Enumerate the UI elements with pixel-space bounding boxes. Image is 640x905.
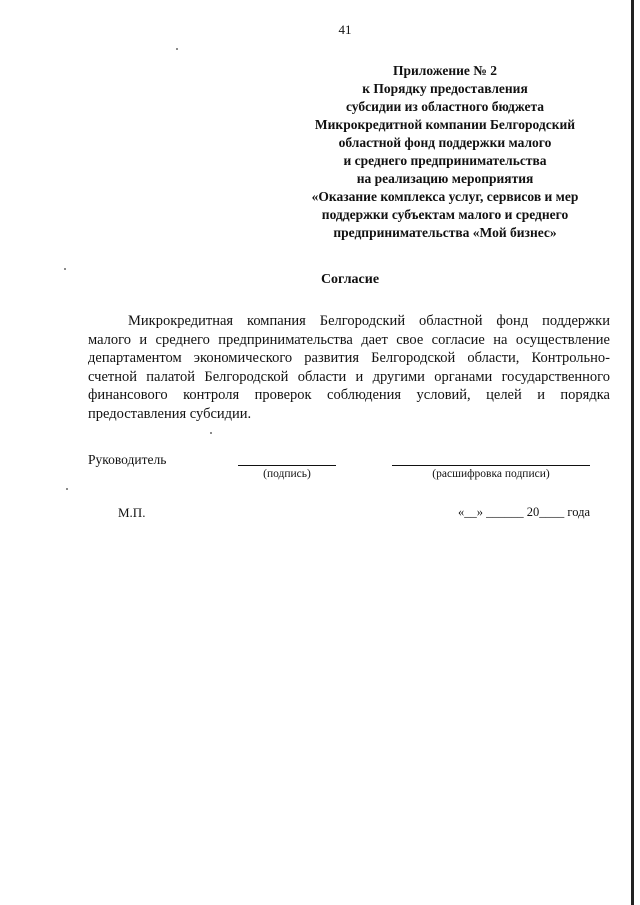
body-line: предоставления субсидии. [88, 405, 252, 422]
consent-heading: Согласие [320, 272, 380, 287]
page-number: 41 [338, 22, 352, 37]
scan-speck [66, 488, 68, 490]
signature-block [88, 452, 610, 492]
stamp-label: М.П. [118, 505, 146, 520]
appendix-line: поддержки субъектам малого и среднего [321, 207, 569, 222]
date-line: «__» ______ 20____ года [458, 505, 590, 519]
scan-speck [210, 432, 212, 434]
signature-line [238, 465, 336, 466]
body-line: малого и среднего предпринимательства дает свое согласие на осуществление [88, 331, 610, 348]
appendix-line: Микрокредитной компании Белгородский [314, 117, 576, 132]
consent-body [88, 312, 610, 423]
appendix-line: и среднего предпринимательства [343, 153, 547, 168]
appendix-line: к Порядку предоставления [362, 81, 528, 96]
signatory-label: Руководитель [88, 452, 167, 467]
name-caption: (расшифровка подписи) [432, 468, 550, 480]
signature-caption: (подпись) [263, 468, 311, 480]
scan-speck [176, 48, 178, 50]
appendix-line: «Оказание комплекса услуг, сервисов и мер [311, 189, 579, 204]
body-line: финансового контроля проверок соблюдения условий, целей и порядка [88, 387, 610, 403]
scan-speck [64, 268, 66, 270]
appendix-line: Приложение № 2 [393, 63, 497, 78]
body-line: Микрокредитная компания Белгородский областной фонд поддержки [128, 313, 610, 329]
appendix-line: областной фонд поддержки малого [338, 135, 552, 150]
appendix-line: субсидии из областного бюджета [345, 99, 545, 114]
appendix-header [270, 62, 620, 242]
body-line: департаментом экономического развития Белгородской области, Контрольно- [88, 350, 610, 366]
body-line: счетной палатой Белгородской области и другими органами государственного [88, 368, 610, 385]
scan-edge [631, 0, 634, 905]
appendix-line: предпринимательства «Мой бизнес» [333, 225, 557, 240]
appendix-line: на реализацию мероприятия [356, 171, 534, 186]
name-line [392, 465, 590, 466]
